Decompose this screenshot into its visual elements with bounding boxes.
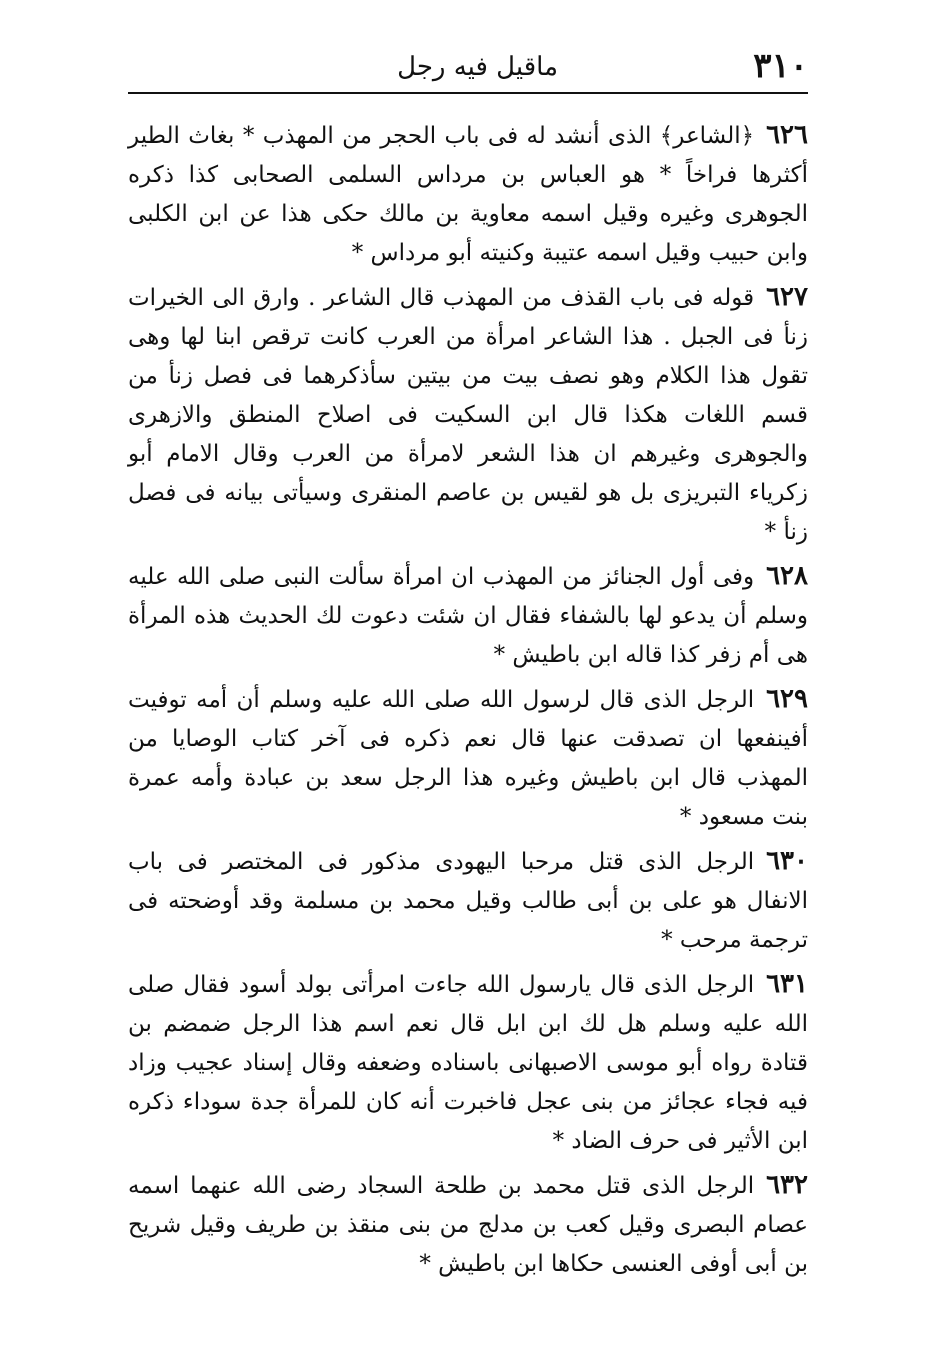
- entry-text: الرجل الذى قال يارسول الله جاءت امرأتى بولد أسود فقال صلى الله عليه وسلم هل لك ابن ابل قال نعم اسم هذا الرجل ضمضم بن قتادة رواه أبو موسى الاصبهانى باسناده وضعفه وقال إسناد عجيب وزاد فيه فجاء عجائز من بنى عجل فاخبرت أنه كان للمرأة جدة سوداء ذكره ابن الأثير فى حرف الضاد *: [128, 972, 808, 1154]
- entry-text: الرجل الذى قال لرسول الله صلى الله عليه وسلم أن أمه توفيت أفينفعها ان تصدقت عنها قال نعم ذكره فى آخر كتاب الوصايا من المهذب قال ابن باطيش وغيره هذا الرجل سعد بن عبادة وأمه عمرة بنت مسعود *: [128, 687, 808, 830]
- entry-632: [128, 1166, 808, 1284]
- entry-number: ٦٢٧: [766, 282, 808, 312]
- entry-text: وفى أول الجنائز من المهذب ان امرأة سألت النبى صلى الله عليه وسلم أن يدعو لها بالشفاء فقال ان شئت دعوت لك الحديث هذه المرأة هى أم زفر كذا قاله ابن باطيش *: [128, 564, 808, 668]
- page-header: [128, 40, 808, 92]
- entry-number: ٦٣٢: [766, 1170, 808, 1200]
- book-page: [128, 40, 808, 1289]
- entry-627: [128, 278, 808, 552]
- entry-629: [128, 680, 808, 837]
- entry-number: ٦٢٨: [766, 561, 808, 591]
- entry-number: ٦٢٩: [766, 684, 808, 714]
- entry-text: الرجل الذى قتل محمد بن طلحة السجاد رضى الله عنهما اسمه عصام البصرى وقيل كعب بن مدلج من بنى منقذ بن طريف وقيل شريح بن أبى أوفى العنسى حكاها ابن باطيش *: [128, 1173, 808, 1277]
- entry-number: ٦٣١: [766, 969, 808, 999]
- running-title: ماقيل فيه رجل: [397, 52, 558, 82]
- entry-number: ٦٣٠: [766, 846, 808, 876]
- page-number: ٣١٠: [753, 46, 808, 86]
- entry-text: ﴿الشاعر﴾ الذى أنشد له فى باب الحجر من المهذب * بغاث الطير أكثرها فراخاً * هو العباس بن مرداس السلمى الصحابى كذا ذكره الجوهرى وغيره وقيل اسمه معاوية بن مالك حكى هذا عن ابن الكلبى وابن حبيب وقيل اسمه عتيبة وكنيته أبو مرداس *: [128, 123, 808, 266]
- header-rule: [128, 92, 808, 94]
- entry-number: ٦٢٦: [766, 120, 808, 150]
- entry-text: الرجل الذى قتل مرحبا اليهودى مذكور فى المختصر فى باب الانفال هو على بن أبى طالب وقيل محمد بن مسلمة وقد أوضحته فى ترجمة مرحب *: [128, 849, 808, 953]
- entry-626: [128, 116, 808, 273]
- entry-631: [128, 965, 808, 1161]
- entry-628: [128, 557, 808, 675]
- entry-text: قوله فى باب القذف من المهذب قال الشاعر . وارق الى الخيرات زنأ فى الجبل . هذا الشاعر امرأة من العرب كانت ترقص ابنا لها وهى تقول هذا الكلام وهو نصف بيت من بيتين سأذكرهما فى فصل زنأ من قسم اللغات هكذا قال ابن السكيت فى اصلاح المنطق والازهرى والجوهرى وغيرهم ان هذا الشعر لامرأة من العرب وقال الامام أبو زكرياء التبريزى بل هو لقيس بن عاصم المنقرى وسيأتى بيانه فى فصل زنأ *: [128, 285, 808, 545]
- entry-630: [128, 842, 808, 960]
